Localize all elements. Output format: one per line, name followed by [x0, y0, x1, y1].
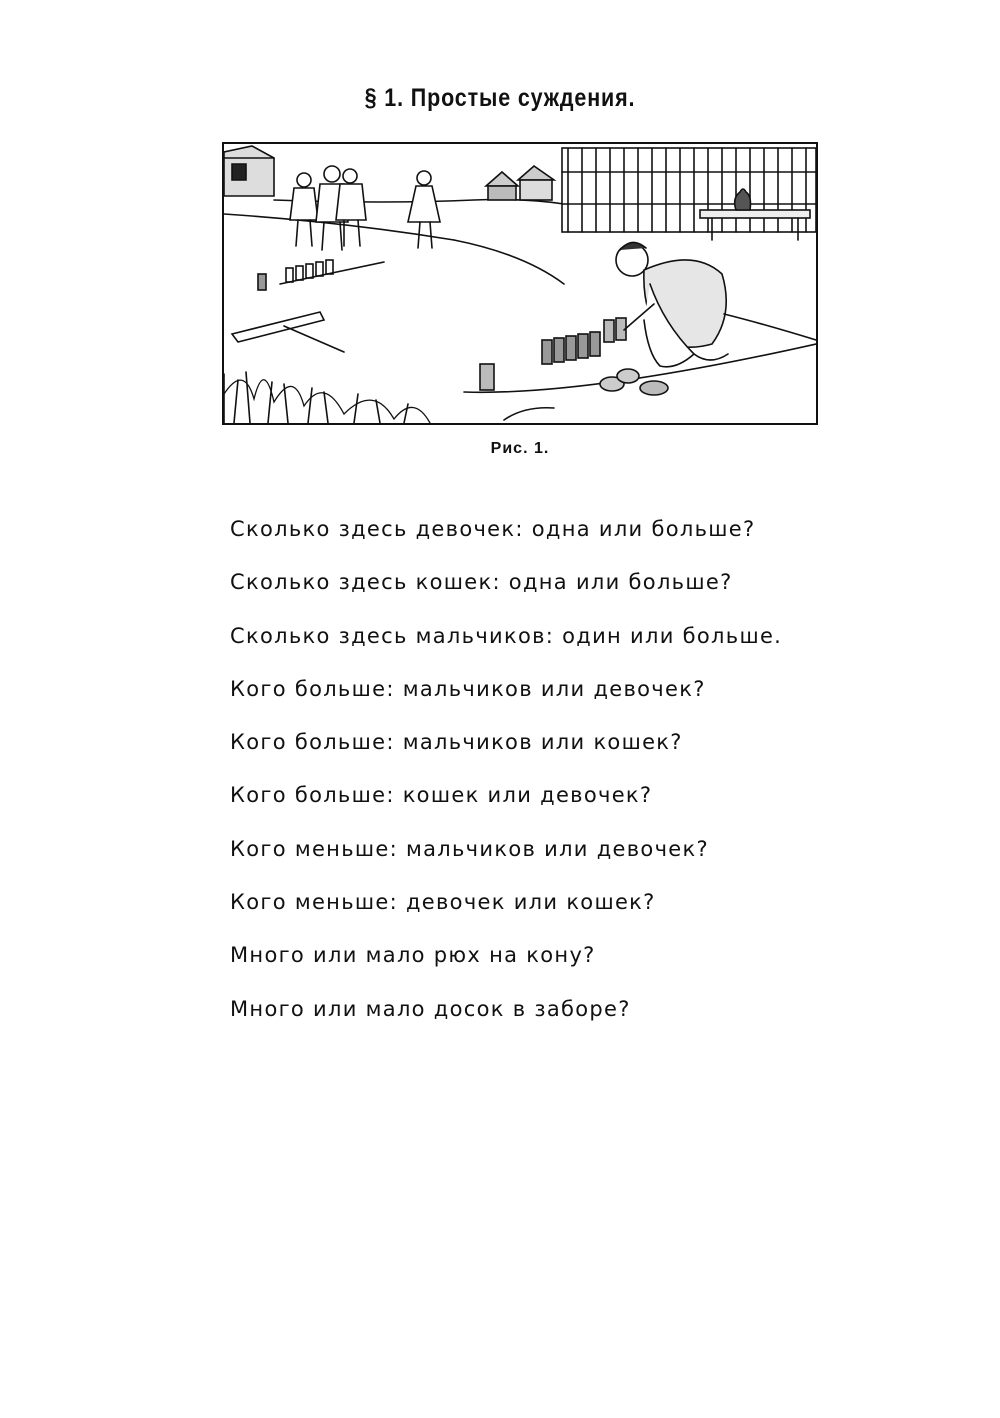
- section-heading: [70, 84, 930, 113]
- crouching-boy: [616, 242, 816, 366]
- figure-caption: Рис. 1.: [490, 440, 550, 457]
- section-number: § 1.: [364, 84, 404, 112]
- question-item: Сколько здесь девочек: одна или больше?: [230, 517, 756, 541]
- bat-stick: [232, 312, 344, 352]
- question-item: Кого больше: мальчиков или девочек?: [230, 676, 706, 701]
- question-item: Сколько здесь мальчиков: один или больше.: [230, 623, 783, 648]
- question-item: Кого больше: мальчиков или кошек?: [230, 730, 683, 755]
- question-item: Кого меньше: мальчиков или девочек?: [230, 836, 709, 861]
- question-item: Кого меньше: девочек или кошек?: [230, 890, 656, 915]
- pins-left: [258, 260, 384, 290]
- fence: [562, 148, 816, 232]
- distant-houses: [486, 166, 554, 200]
- question-item: Много или мало рюх на кону?: [230, 943, 596, 968]
- gorodki-game-illustration: [224, 144, 816, 423]
- question-item: Много или мало досок в заборе?: [230, 996, 631, 1021]
- left-house: [224, 146, 274, 196]
- single-pin: [480, 364, 494, 390]
- section-title: Простые суждения.: [410, 84, 636, 112]
- question-list: [230, 512, 850, 1045]
- question-item: Сколько здесь кошек: одна или больше?: [230, 570, 733, 595]
- illustration-figure: [222, 142, 818, 425]
- question-item: Кого больше: кошек или девочек?: [230, 783, 653, 808]
- group-of-boys: [290, 166, 366, 250]
